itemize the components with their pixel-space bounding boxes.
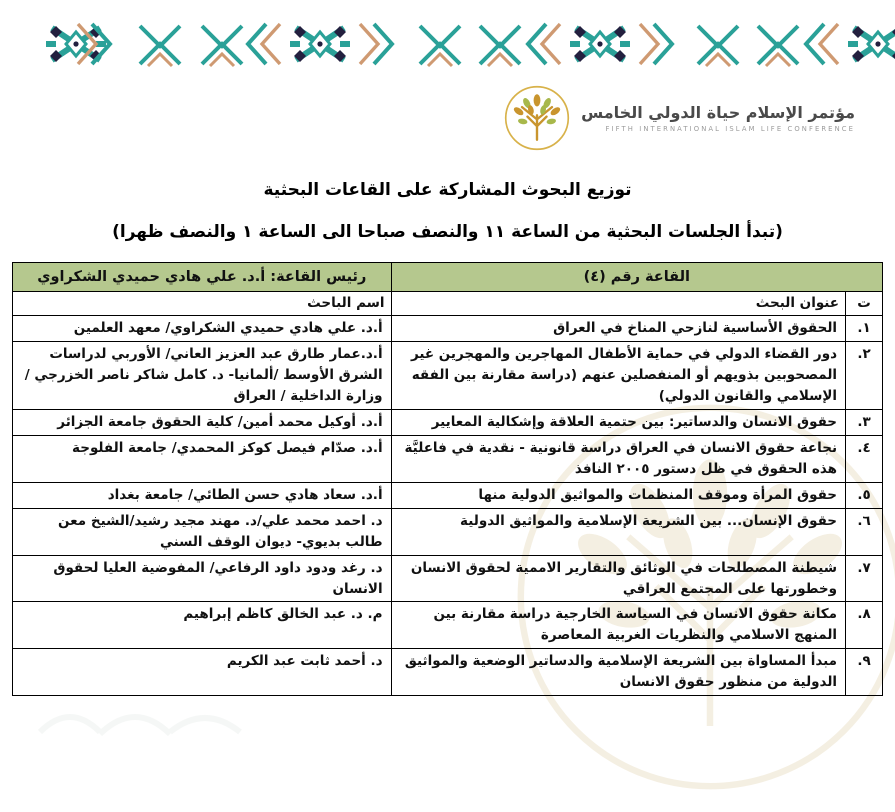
ornamental-border — [0, 16, 895, 74]
hall-number-cell: القاعة رقم (٤) — [391, 263, 882, 292]
logo-title-arabic: مؤتمر الإسلام حياة الدولي الخامس — [581, 103, 855, 122]
table-body — [13, 316, 883, 696]
column-header-researcher-name: اسم الباحث — [13, 292, 392, 316]
column-header-index: ت — [846, 292, 883, 316]
research-title: مكانة حقوق الانسان في السياسة الخارجية دراسة مقارنة بين المنهج الاسلامي والنظريات الغربية المعاصرة — [391, 602, 845, 649]
table-row — [13, 555, 883, 602]
table-row — [13, 316, 883, 342]
page-subtitle: (تبدأ الجلسات البحثية من الساعة ١١ والنصف صباحا الى الساعة ١ والنصف ظهرا) — [112, 222, 783, 242]
table-row — [13, 508, 883, 555]
row-index: ٨. — [846, 602, 883, 649]
row-index: ٤. — [846, 436, 883, 483]
table-row — [13, 410, 883, 436]
column-header-research-title: عنوان البحث — [391, 292, 845, 316]
researcher-name: أ.د.عمار طارق عبد العزيز العاني/ الأوربي لدراسات الشرق الأوسط /ألمانيا- د. كامل شاكر ناصر الخزرجي / وزارة الداخلية / العراق — [13, 342, 392, 410]
research-title: مبدأ المساواة بين الشريعة الإسلامية والدساتير الوضعية والمواثيق الدولية من منظور حقوق الانسان — [391, 649, 845, 696]
table-row — [13, 342, 883, 410]
researcher-name: أ.د. أوكيل محمد أمين/ كلية الحقوق جامعة الجزائر — [13, 410, 392, 436]
research-title: نجاعة حقوق الانسان في العراق دراسة قانونية - نقدية في فاعليَّة هذه الحقوق في ظل دستور ٢٠٠٥ النافذ — [391, 436, 845, 483]
research-title: الحقوق الأساسية لنازحي المناخ في العراق — [391, 316, 845, 342]
tree-emblem-icon — [503, 84, 571, 152]
table-row — [13, 649, 883, 696]
researcher-name: م. د. عبد الخالق كاظم إبراهيم — [13, 602, 392, 649]
research-title: حقوق الانسان والدساتير: بين حتمية العلاقة وإشكالية المعايير — [391, 410, 845, 436]
table-row — [13, 602, 883, 649]
hall-header-row — [13, 263, 883, 292]
row-index: ١. — [846, 316, 883, 342]
table-row — [13, 436, 883, 483]
hall-chair-cell: رئيس القاعة: أ.د. علي هادي حميدي الشكراوي — [13, 263, 392, 292]
researcher-name: د. احمد محمد علي/د. مهند مجيد رشيد/الشيخ معن طالب بديوي- ديوان الوقف السني — [13, 508, 392, 555]
logo-text — [581, 103, 855, 133]
researcher-name: د. أحمد ثابت عبد الكريم — [13, 649, 392, 696]
page-title: توزيع البحوث المشاركة على القاعات البحثية — [263, 180, 632, 200]
row-index: ٢. — [846, 342, 883, 410]
table-row — [13, 482, 883, 508]
research-title: حقوق الإنسان... بين الشريعة الإسلامية والمواثيق الدولية — [391, 508, 845, 555]
row-index: ٥. — [846, 482, 883, 508]
row-index: ٣. — [846, 410, 883, 436]
researcher-name: د. رغد ودود داود الرفاعي/ المفوضية العليا لحقوق الانسان — [13, 555, 392, 602]
logo-title-english: FIFTH INTERNATIONAL ISLAM LIFE CONFERENCE — [605, 125, 855, 133]
researcher-name: أ.د. صدّام فيصل كوكز المحمدي/ جامعة الفلوجة — [13, 436, 392, 483]
researcher-name: أ.د. سعاد هادي حسن الطائي/ جامعة بغداد — [13, 482, 392, 508]
researcher-name: أ.د. علي هادي حميدي الشكراوي/ معهد العلمين — [13, 316, 392, 342]
column-header-row — [13, 292, 883, 316]
research-title: دور القضاء الدولي في حماية الأطفال المهاجرين والمهجرين غير المصحوبين بذويهم أو المنفصلين عنهم (دراسة مقارنة بين الفقه الإسلامي والقانون الدولي) — [391, 342, 845, 410]
research-title: شيطنة المصطلحات في الوثائق والتقارير الاممية لحقوق الانسان وخطورتها على المجتمع العراقي — [391, 555, 845, 602]
row-index: ٧. — [846, 555, 883, 602]
research-title: حقوق المرأة وموقف المنظمات والمواثيق الدولية منها — [391, 482, 845, 508]
schedule-table — [12, 262, 883, 696]
row-index: ٩. — [846, 649, 883, 696]
conference-logo — [503, 84, 855, 152]
row-index: ٦. — [846, 508, 883, 555]
